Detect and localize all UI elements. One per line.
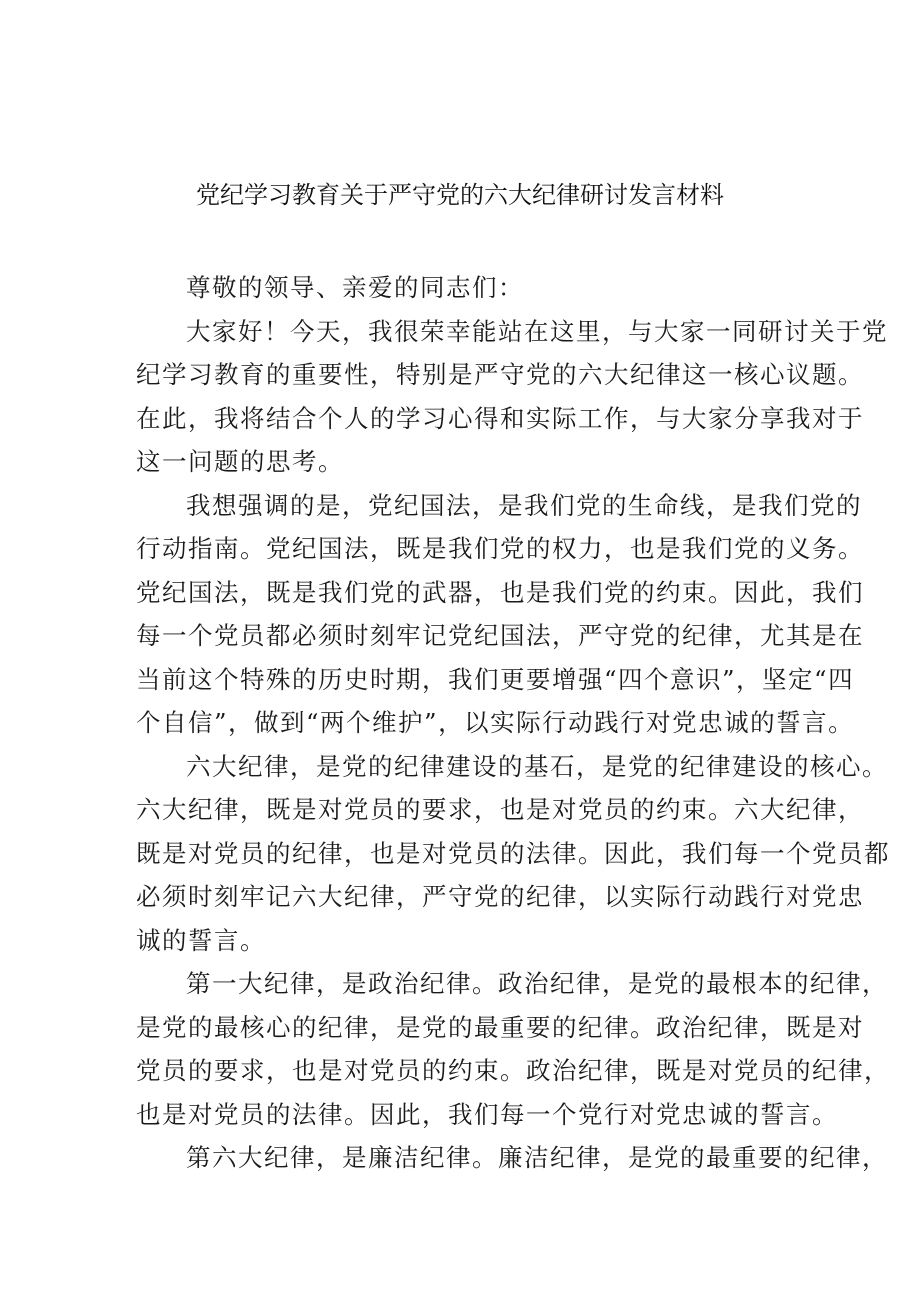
paragraph-line: 纪学习教育的重要性，特别是严守党的六大纪律这一核心议题。 bbox=[136, 360, 864, 389]
paragraph-line: 我想强调的是，党纪国法，是我们党的生命线，是我们党的 bbox=[186, 490, 862, 520]
paragraph-line: 也是对党员的法律。因此，我们每一个党行对党忠诚的誓言。 bbox=[136, 1099, 838, 1129]
paragraph-line: 党纪国法，既是我们党的武器，也是我们党的约束。因此，我们 bbox=[136, 577, 864, 607]
document-body bbox=[136, 266, 890, 1180]
paragraph-line: 必须时刻牢记六大纪律，严守党的纪律，以实际行动践行对党忠 bbox=[136, 882, 864, 911]
paragraph-line: 第一大纪律，是政治纪律。政治纪律，是党的最根本的纪律， bbox=[186, 969, 888, 998]
paragraph-line: 当前这个特殊的历史时期，我们更要增强“四个意识”，坚定“四 bbox=[136, 664, 855, 694]
paragraph-line: 六大纪律，是党的纪律建设的基石，是党的纪律建设的核心。 bbox=[186, 751, 888, 781]
paragraph-line: 诚的誓言。 bbox=[136, 925, 266, 955]
paragraph-line: 第六大纪律，是廉洁纪律。廉洁纪律，是党的最重要的纪律， bbox=[186, 1143, 888, 1172]
paragraph-line: 党员的要求，也是对党员的约束。政治纪律，既是对党员的纪律， bbox=[136, 1056, 890, 1085]
paragraph-line: 这一问题的思考。 bbox=[136, 447, 344, 476]
paragraph-line: 既是对党员的纪律，也是对党员的法律。因此，我们每一个党员都 bbox=[136, 838, 890, 868]
document-title: 党纪学习教育关于严守党的六大纪律研讨发言材料 bbox=[196, 181, 724, 209]
paragraph-line: 大家好！今天，我很荣幸能站在这里，与大家一同研讨关于党 bbox=[186, 316, 888, 346]
paragraph-line: 每一个党员都必须时刻牢记党纪国法，严守党的纪律，尤其是在 bbox=[136, 621, 864, 650]
paragraph-line: 六大纪律，既是对党员的要求，也是对党员的约束。六大纪律， bbox=[136, 795, 864, 824]
paragraph-line: 在此，我将结合个人的学习心得和实际工作，与大家分享我对于 bbox=[136, 403, 864, 433]
paragraph-line: 尊敬的领导、亲爱的同志们： bbox=[186, 273, 524, 302]
paragraph-line: 个自信”，做到“两个维护”，以实际行动践行对党忠诚的誓言。 bbox=[136, 708, 855, 737]
paragraph-line: 行动指南。党纪国法，既是我们党的权力，也是我们党的义务。 bbox=[136, 534, 864, 563]
paragraph-line: 是党的最核心的纪律，是党的最重要的纪律。政治纪律，既是对 bbox=[136, 1012, 864, 1042]
